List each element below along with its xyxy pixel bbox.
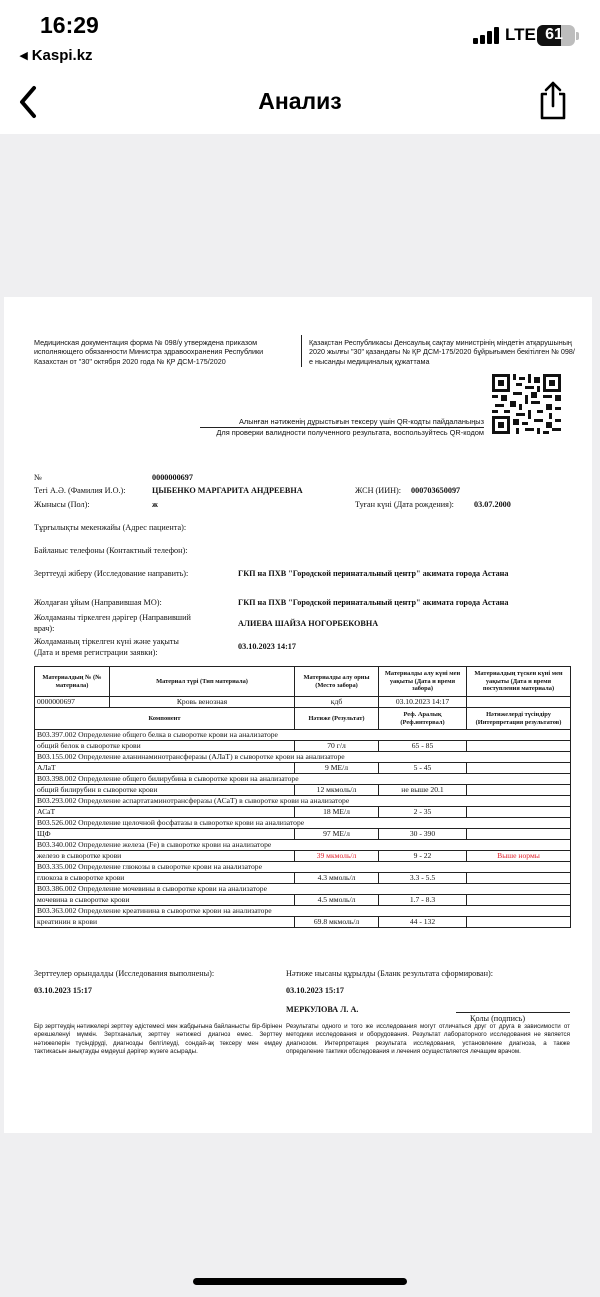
test-reference: не выше 20.1: [379, 785, 467, 796]
test-code: В03.293.002 Определение аспартатаминотрансферазы (АСаТ) в сыворотке крови на анализаторе: [35, 796, 571, 807]
header-right-text: Қазақстан Республикасы Денсаулық сақтау министрінің міндетін атқарушының 2020 жылғы "30" қазандағы № ҚР ДСМ-175/2020 бұйрығымен бекітілген № 098/е нысанды медициналық құжаттама: [309, 338, 575, 366]
dob-value: 03.07.2000: [474, 500, 511, 509]
test-code-row: [35, 884, 571, 895]
test-reference: 5 - 45: [379, 763, 467, 774]
test-component: АЛаТ: [35, 763, 295, 774]
test-component: АСаТ: [35, 807, 295, 818]
test-reference: 9 - 22: [379, 851, 467, 862]
signer-name: МЕРКУЛОВА Л. А.: [286, 1005, 359, 1014]
test-code: В03.340.002 Определение железа (Fe) в сыворотке крови на анализаторе: [35, 840, 571, 851]
test-result-row: [35, 807, 571, 818]
test-result-row: [35, 763, 571, 774]
doctor-label-line1: Жолдаманы тіркелген дәрігер (Направивший: [34, 613, 191, 622]
referral-label: Зерттеуді жіберу (Исследование направить):: [34, 569, 189, 578]
test-interpretation: [467, 807, 571, 818]
status-bar: [0, 0, 600, 72]
test-code-row: [35, 752, 571, 763]
test-reference: 30 - 390: [379, 829, 467, 840]
test-interpretation: [467, 917, 571, 928]
test-result-row: [35, 895, 571, 906]
sex-value: ж: [152, 500, 158, 509]
sex-label: Жынысы (Пол):: [34, 500, 90, 509]
material-cell: [467, 697, 571, 708]
test-result-row: [35, 873, 571, 884]
test-reference: 2 - 35: [379, 807, 467, 818]
material-cell: 03.10.2023 14:17: [379, 697, 467, 708]
address-label: Тұрғылықты мекенжайы (Адрес пациента):: [34, 523, 187, 532]
test-code: В03.386.002 Определение мочевины в сыворотке крови на анализаторе: [35, 884, 571, 895]
test-code-row: [35, 906, 571, 917]
number-value: 0000000697: [152, 473, 193, 482]
dob-label: Туған күні (Дата рождения):: [355, 500, 454, 509]
qr-hint-ru: Для проверки валидности полученного результата, воспользуйтесь QR-кодом: [216, 428, 484, 437]
test-result: 4.3 ммоль/л: [295, 873, 379, 884]
test-code-row: [35, 840, 571, 851]
test-component: креатинин в крови: [35, 917, 295, 928]
referral-value: ГКП на ПХВ "Городской перинатальный центр" акимата города Астана: [238, 569, 509, 578]
test-result: 18 МЕ/л: [295, 807, 379, 818]
test-code: В03.526.002 Определение щелочной фосфатазы в сыворотке крови на анализаторе: [35, 818, 571, 829]
test-component: общий белок в сыворотке крови: [35, 741, 295, 752]
test-result-row: [35, 917, 571, 928]
test-result: 4.5 ммоль/л: [295, 895, 379, 906]
battery-level: 61: [545, 26, 563, 43]
test-code-row: [35, 796, 571, 807]
test-code: В03.335.002 Определение глюкозы в сыворотке крови на анализаторе: [35, 862, 571, 873]
test-component: общий билирубин в сыворотке крови: [35, 785, 295, 796]
qr-code[interactable]: [492, 374, 561, 434]
regdate-label-line2: (Дата и время регистрации заявки):: [34, 648, 158, 657]
network-type: LTE: [505, 25, 536, 44]
results-table: [34, 666, 571, 928]
status-time: 16:29: [40, 12, 99, 38]
signal-icon: [473, 26, 501, 44]
material-cell: 0000000697: [35, 697, 110, 708]
test-result: 39 мкмоль/л: [295, 851, 379, 862]
doctor-value: АЛИЕВА ШАЙЗА НОГОРБЕКОВНА: [238, 619, 379, 628]
test-result-row: [35, 741, 571, 752]
test-reference: 1.7 - 8.3: [379, 895, 467, 906]
test-result: 9 МЕ/л: [295, 763, 379, 774]
test-component: железо в сыворотке крови: [35, 851, 295, 862]
header-divider: [301, 335, 302, 367]
material-cell: Кровь венозная: [110, 697, 295, 708]
test-code-row: [35, 774, 571, 785]
material-header-cell: Материалды алу орны (Место забора): [295, 667, 379, 697]
test-reference: 65 - 85: [379, 741, 467, 752]
test-interpretation: [467, 763, 571, 774]
tests-body: [35, 730, 571, 928]
test-interpretation: [467, 741, 571, 752]
test-result: 70 г/л: [295, 741, 379, 752]
regdate-label-line1: Жолдаманың тіркелген күні және уақыты: [34, 637, 179, 646]
component-header-cell: Компонент: [35, 708, 295, 730]
page-title: Анализ: [258, 88, 342, 114]
component-header-cell: Реф. Аралық (Реф.интервал): [379, 708, 467, 730]
test-code: В03.155.002 Определение аланинаминотрансферазы (АЛаТ) в сыворотке крови на анализаторе: [35, 752, 571, 763]
done-label: Зерттеулер орындалды (Исследования выполнены):: [34, 969, 215, 978]
test-code-row: [35, 730, 571, 741]
test-component: ЩФ: [35, 829, 295, 840]
battery-tip: [576, 32, 579, 40]
nav-bar: [0, 72, 600, 134]
battery-icon: [537, 25, 575, 46]
test-interpretation: [467, 873, 571, 884]
done-value: 03.10.2023 15:17: [34, 986, 92, 995]
test-reference: 3.3 - 5.5: [379, 873, 467, 884]
test-code-row: [35, 862, 571, 873]
test-reference: 44 - 132: [379, 917, 467, 928]
material-header-row: [35, 667, 571, 697]
test-code: В03.397.002 Определение общего белка в сыворотке крови на анализаторе: [35, 730, 571, 741]
document-viewer[interactable]: [0, 134, 600, 1297]
test-result-row: [35, 851, 571, 862]
qr-hint-kz: Алынған нәтиженің дұрыстығын тексеру үшін QR-кодты пайдаланыңыз: [238, 417, 484, 426]
regdate-value: 03.10.2023 14:17: [238, 642, 296, 651]
test-code: В03.363.002 Определение креатинина в сыворотке крови на анализаторе: [35, 906, 571, 917]
back-to-app-link[interactable]: ◂ Kaspi.kz: [20, 47, 93, 64]
analysis-document: [4, 297, 592, 1133]
phone-label: Байланыс телефоны (Контактный телефон):: [34, 546, 188, 555]
test-interpretation: Выше нормы: [467, 851, 571, 862]
test-interpretation: [467, 785, 571, 796]
disclaimer-kz: Бір зерттеудің нәтижелері зерттеу әдістемесі мен жабдығына байланысты бір-бірінен ерекшеленуі мүмкін. Зертханалық зерттеу нәтижесі диагноз емес. Зерттеу нәтижелерін түсіндіруді, диагнозды белгілеуді, сондай-ақ тексеру мен емдеу тактикасын анықтауды емдеуші дәрігер жүзеге асырады.: [34, 1023, 282, 1056]
header-left-text: Медицинская документация форма № 098/у утверждена приказом исполняющего обязанности Министра здравоохранения Республики Казахстан от "30" октября 2020 года № ҚР ДСМ-175/2020: [34, 338, 264, 366]
signature-line: [456, 1012, 570, 1013]
share-icon[interactable]: [536, 80, 570, 122]
iin-label: ЖСН (ИИН):: [355, 486, 402, 495]
component-header-cell: Нәтижелерді түсіндіру (Интерпретация результатов): [467, 708, 571, 730]
test-code-row: [35, 818, 571, 829]
formed-label: Нәтиже нысаны құрылды (Бланк результата сформирован):: [286, 969, 494, 978]
component-header-cell: Нәтиже (Результат): [295, 708, 379, 730]
test-component: глюкоза в сыворотке крови: [35, 873, 295, 884]
material-header-cell: Материалдың № (№ материала): [35, 667, 110, 697]
sending-org-label: Жолдаған ұйым (Направившая МО):: [34, 598, 162, 607]
sending-org-value: ГКП на ПХВ "Городской перинатальный центр" акимата города Астана: [238, 598, 509, 607]
material-header-cell: Материалдың түскен күні мен уақыты (Дата и время поступления материала): [467, 667, 571, 697]
material-header-cell: Материалды алу күні мен уақыты (Дата и время забора): [379, 667, 467, 697]
test-code: В03.398.002 Определение общего билирубина в сыворотке крови на анализаторе: [35, 774, 571, 785]
iin-value: 000703650097: [411, 486, 461, 495]
number-label: №: [34, 473, 42, 482]
test-result: 69.8 мкмоль/л: [295, 917, 379, 928]
test-result: 97 МЕ/л: [295, 829, 379, 840]
test-result-row: [35, 829, 571, 840]
signature-label: Қолы (подпись): [470, 1014, 526, 1023]
material-row: [35, 697, 571, 708]
test-result-row: [35, 785, 571, 796]
name-label: Тегі А.Ә. (Фамилия И.О.):: [34, 486, 126, 495]
doctor-label-line2: врач):: [34, 624, 55, 633]
test-component: мочевина в сыворотке крови: [35, 895, 295, 906]
material-header-cell: Материал түрі (Тип материала): [110, 667, 295, 697]
test-interpretation: [467, 895, 571, 906]
formed-value: 03.10.2023 15:17: [286, 986, 344, 995]
name-value: ЦЫБЕНКО МАРГАРИТА АНДРЕЕВНА: [152, 486, 303, 495]
material-cell: кдб: [295, 697, 379, 708]
test-result: 12 мкмоль/л: [295, 785, 379, 796]
test-interpretation: [467, 829, 571, 840]
component-header-row: [35, 708, 571, 730]
home-indicator[interactable]: [193, 1278, 407, 1285]
disclaimer-ru: Результаты одного и того же исследования могут отличаться друг от друга в зависимости от методики исследования и оборудования. Результат лабораторного исследования не является диагнозом. Интерпретация результата исследования, установление диагноза, а также определение тактики обследования и лечения осуществляется лечащим врачом.: [286, 1023, 570, 1056]
